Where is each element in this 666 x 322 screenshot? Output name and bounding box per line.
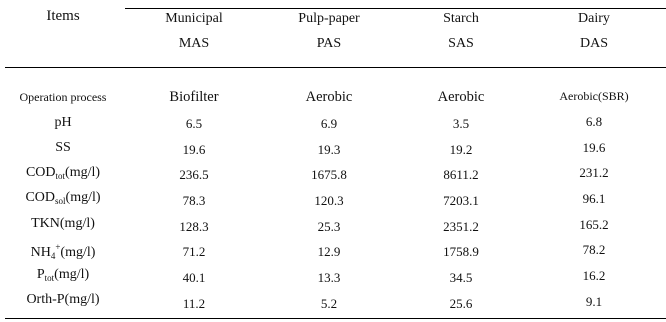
table-cell: 96.1	[582, 191, 606, 206]
table-bottom-rule	[5, 318, 666, 319]
table-cell: 19.6	[582, 140, 606, 155]
table-cell: 3.5	[452, 116, 470, 131]
table-cell: 25.3	[317, 219, 341, 234]
table-cell: 236.5	[179, 167, 209, 182]
row-label-cod-tot: $COD_{tot}(mg/l)$	[25, 165, 101, 181]
table-cell: 2351.2	[443, 219, 479, 234]
table-cell: 13.3	[317, 270, 341, 285]
table-cell: 6.5	[185, 116, 203, 131]
table-cell: Aerobic	[305, 89, 353, 105]
row-label-orth-p: Orth-P(mg/l)	[26, 292, 100, 307]
col-dairy-abbr: DAS	[579, 36, 609, 51]
table-cell: Aerobic(SBR)	[559, 89, 629, 103]
table-cell: 16.2	[582, 268, 606, 283]
col-starch-name: Starch	[443, 11, 479, 26]
table-cell: 11.2	[182, 296, 206, 311]
table-cell: 12.9	[317, 244, 341, 259]
items-header: Items	[46, 8, 80, 24]
row-label-p-tot: $P_{tot}(mg/l)$	[36, 267, 90, 283]
col-municipal-abbr: MAS	[178, 36, 210, 51]
row-label-ss: SS	[55, 140, 71, 155]
table-cell: 7203.1	[443, 193, 479, 208]
table-cell: Aerobic	[437, 89, 485, 105]
col-dairy-name: Dairy	[578, 11, 610, 26]
row-label-cod-sol: $COD_{sol}(mg/l)$	[25, 190, 101, 206]
row-label-ph: pH	[54, 115, 72, 130]
table-cell: 78.3	[182, 193, 206, 208]
table-cell: 231.2	[579, 165, 609, 180]
table-cell: 6.8	[585, 114, 603, 129]
table-cell: 5.2	[320, 296, 338, 311]
table-cell: 1675.8	[311, 167, 347, 182]
row-label-nh4: $NH_4^+(mg/l)$	[30, 242, 96, 261]
table-cell: 128.3	[179, 219, 209, 234]
table-cell: 165.2	[579, 217, 609, 232]
col-municipal-name: Municipal	[165, 11, 223, 26]
table-cell: 78.2	[582, 242, 606, 257]
table-cell: 19.3	[317, 142, 341, 157]
col-pulp-abbr: PAS	[316, 36, 342, 51]
table-cell: 1758.9	[443, 244, 479, 259]
row-label-tkn: TKN(mg/l)	[31, 216, 95, 231]
table-cell: 19.2	[449, 142, 473, 157]
col-pulp-name: Pulp-paper	[298, 11, 360, 26]
header-bottom-rule	[5, 67, 666, 68]
table-cell: Biofilter	[169, 89, 219, 105]
table-cell: 71.2	[182, 244, 206, 259]
row-label-operation-process: Operation process	[19, 90, 107, 104]
table-cell: 120.3	[314, 193, 344, 208]
table-cell: 9.1	[585, 294, 603, 309]
table-cell: 6.9	[320, 116, 338, 131]
table-cell: 40.1	[182, 270, 206, 285]
table-cell: 34.5	[449, 270, 473, 285]
top-rule	[125, 8, 666, 9]
table-cell: 8611.2	[443, 167, 479, 182]
table-cell: 19.6	[182, 142, 206, 157]
table-cell: 25.6	[449, 296, 473, 311]
col-starch-abbr: SAS	[448, 36, 474, 51]
